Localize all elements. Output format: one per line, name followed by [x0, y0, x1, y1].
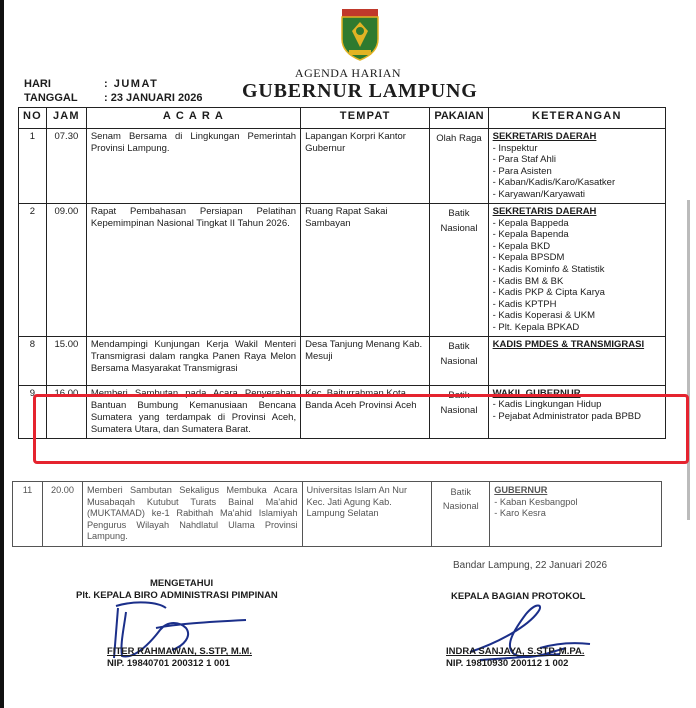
right-signer-role: KEPALA BAGIAN PROTOKOL: [451, 591, 586, 602]
place-date: Bandar Lampung, 22 Januari 2026: [453, 560, 608, 571]
left-signer-name: FITER RAHMAWAN, S.STP, M.M.: [107, 646, 252, 657]
row-acara-text: Mendampingi Kunjungan Kerja Wakil Menteri Transmigrasi dalam rangka Panen Raya Melon Bersama Masyarakat Transmigrasi: [90, 338, 297, 374]
row-tempat: Ruang Rapat Sakai Sambayan: [301, 204, 430, 337]
row-acara: Rapat Pembahasan Persiapan Pelatihan Kepemimpinan Nasional Tingkat II Tahun 2026.: [86, 204, 300, 337]
row-jam: 07.30: [46, 129, 86, 204]
lampung-coat-of-arms-icon: [339, 9, 381, 61]
row-pakaian: Batik Nasional: [430, 336, 488, 385]
left-signer-nip: NIP. 19840701 200312 1 001: [107, 658, 230, 669]
row-acara: Memberi Sambutan Sekaligus Membuka Acara Musabaqah Kutubut Turats Bainal Ma'ahid (MUKTAMAD) ke-1 Rabithah Ma'ahid Islamiyah Pengurus Wilayah Nahdlatul Ulama Provinsi Lampung.: [82, 482, 302, 547]
row-no: 8: [19, 336, 47, 385]
col-keterangan: KETERANGAN: [488, 108, 665, 129]
ket-item: - Kadis Koperasi & UKM: [492, 310, 596, 322]
ket-head: SEKRETARIS DAERAH: [492, 206, 597, 217]
row-no: 11: [13, 482, 43, 547]
ket-item: - Kadis Lingkungan Hidup: [492, 399, 602, 411]
ket-item: - Karo Kesra: [494, 508, 546, 518]
ket-head: WAKIL GUBERNUR: [492, 387, 581, 399]
agenda-table: [18, 107, 666, 439]
row-acara: Senam Bersama di Lingkungan Pemerintah Provinsi Lampung.: [86, 129, 300, 204]
ket-item: - Inspektur: [492, 142, 538, 154]
col-jam: JAM: [46, 108, 86, 129]
agenda-label: AGENDA HARIAN: [294, 66, 402, 80]
ket-item: - Kepala Bapenda: [492, 229, 569, 241]
ket-item: - Kepala Bappeda: [492, 217, 569, 229]
row-tempat: Desa Tanjung Menang Kab. Mesuji: [301, 336, 430, 385]
row-keterangan: [488, 204, 665, 337]
ket-item: - Kadis Kominfo & Statistik: [492, 263, 605, 275]
ket-item: - Kepala BKD: [492, 240, 551, 252]
left-signer-role: Plt. KEPALA BIRO ADMINISTRASI PIMPINAN: [76, 590, 278, 601]
scroll-edge: [687, 200, 690, 520]
tanggal-label: TANGGAL: [24, 92, 78, 104]
ket-item: - Para Asisten: [492, 165, 552, 177]
ket-head: GUBERNUR: [494, 485, 548, 495]
table-row: [19, 204, 666, 337]
row-no: 1: [19, 129, 47, 204]
row-no: 2: [19, 204, 47, 337]
row-no: 9: [19, 385, 47, 438]
ket-head: KADIS PMDES & TRANSMIGRASI: [492, 338, 645, 350]
tanggal-value: : 23 JANUARI 2026: [104, 92, 203, 104]
ket-item: - Kaban Kesbangpol: [494, 496, 578, 507]
hari-value: : JUMAT: [104, 78, 159, 90]
right-signer-name: INDRA SANJAYA, S.STP, M.PA.: [446, 646, 585, 657]
col-pakaian: PAKAIAN: [430, 108, 488, 129]
ket-item: - Kadis PKP & Cipta Karya: [492, 287, 605, 299]
row-keterangan: [488, 336, 665, 385]
ket-item: - Kaban/Kadis/Karo/Kasatker: [492, 177, 616, 189]
row-jam: 15.00: [46, 336, 86, 385]
row-jam: 16.00: [46, 385, 86, 438]
hari-label: HARI: [24, 78, 51, 90]
row-pakaian: Batik Nasional: [430, 204, 488, 337]
row-jam: 09.00: [46, 204, 86, 337]
ket-item: - Pejabat Administrator pada BPBD: [492, 410, 641, 422]
ket-item: - Karyawan/Karyawati: [492, 188, 586, 200]
page-edge: [0, 0, 4, 708]
ket-item: - Kepala BPSDM: [492, 252, 565, 264]
row-keterangan: [490, 482, 662, 547]
ket-item: - Plt. Kepala BPKAD: [492, 321, 580, 333]
col-no: NO: [19, 108, 47, 129]
row-keterangan: [488, 129, 665, 204]
table-row: [19, 129, 666, 204]
table-row: [19, 336, 666, 385]
row-pakaian: Olah Raga: [430, 129, 488, 204]
col-tempat: TEMPAT: [301, 108, 430, 129]
right-signer-nip: NIP. 19810930 200112 1 002: [446, 658, 569, 669]
row-jam: 20.00: [42, 482, 82, 547]
row-tempat: Kec. Baiturrahman Kota. Banda Aceh Provinsi Aceh: [301, 385, 430, 438]
ket-item: - Kadis KPTPH: [492, 298, 557, 310]
row-acara: [86, 336, 300, 385]
row-tempat: Lapangan Korpri Kantor Gubernur: [301, 129, 430, 204]
ket-item: - Para Staf Ahli: [492, 154, 556, 166]
table-row: [13, 482, 662, 547]
row-pakaian: Batik Nasional: [430, 385, 488, 438]
row-pakaian: Batik Nasional: [432, 482, 490, 547]
highlight-box: [33, 394, 689, 464]
col-acara: A C A R A: [86, 108, 300, 129]
row-tempat: Universitas Islam An Nur Kec. Jati Agung Kab. Lampung Selatan: [302, 482, 432, 547]
mengetahui-label: MENGETAHUI: [150, 578, 214, 589]
document-title: GUBERNUR LAMPUNG: [242, 80, 478, 102]
ket-head: SEKRETARIS DAERAH: [492, 131, 597, 142]
ket-item: - Kadis BM & BK: [492, 275, 564, 287]
row-acara: Memberi Sambutan pada Acara Penyerahan Bantuan Bumbung Kemanusiaan Bencana Sumatera yang terdampak di Provinsi Aceh, Sumatera Utara, dan Sumatera Barat.: [86, 385, 300, 438]
table-header-row: [19, 108, 666, 129]
agenda-table-continued: [12, 481, 662, 547]
